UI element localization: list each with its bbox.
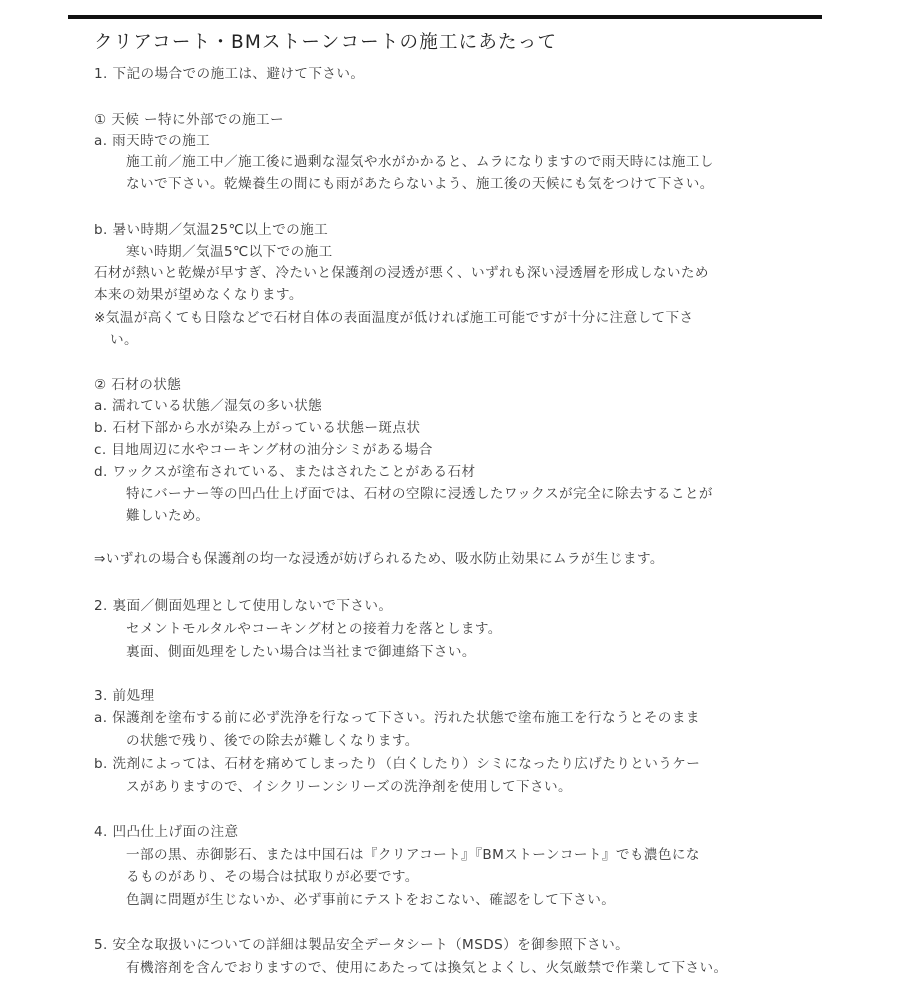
weather-note-2: い。: [110, 332, 138, 348]
weather-item-a-text-2: ないで下さい。乾燥養生の間にも雨があたらないよう、施工後の天候にも気をつけて下さい。: [126, 176, 714, 192]
section-4-text-1: 一部の黒、赤御影石、または中国石は『クリアコート』『BMストーンコート』でも濃色にな: [126, 847, 700, 863]
section-4-text-2: るものがあり、その場合は拭取りが必要です。: [126, 869, 419, 885]
stone-item-d: d. ワックスが塗布されている、またはされたことがある石材: [94, 464, 476, 480]
section-3-item-b-2: スがありますので、イシクリーンシリーズの洗浄剤を使用して下さい。: [126, 779, 572, 795]
section-5-text-1: 有機溶剤を含んでおりますので、使用にあたっては換気とよくし、火気厳禁で作業して下さい。: [126, 960, 728, 976]
weather-item-a-label: a. 雨天時での施工: [94, 133, 211, 149]
stone-item-c: c. 目地周辺に水やコーキング材の油分シミがある場合: [94, 442, 433, 458]
section-2-heading: 2. 裏面／側面処理として使用しないで下さい。: [94, 598, 393, 614]
stone-item-d-text-1: 特にバーナー等の凹凸仕上げ面では、石材の空隙に浸透したワックスが完全に除去することが: [126, 486, 713, 502]
section-4-heading: 4. 凹凸仕上げ面の注意: [94, 824, 239, 840]
section-2-text-2: 裏面、側面処理をしたい場合は当社まで御連絡下さい。: [126, 644, 476, 660]
section-2-text-1: セメントモルタルやコーキング材との接着力を落とします。: [126, 621, 502, 637]
weather-note-1: ※気温が高くても日陰などで石材自体の表面温度が低ければ施工可能ですが十分に注意して下さ: [94, 310, 694, 326]
stone-item-d-text-2: 難しいため。: [126, 508, 210, 524]
section-3-item-a-1: a. 保護剤を塗布する前に必ず洗浄を行なって下さい。汚れた状態で塗布施工を行なうとそのまま: [94, 710, 700, 726]
weather-item-b-label-2: 寒い時期／気温5℃以下での施工: [126, 244, 333, 260]
section-5-heading: 5. 安全な取扱いについての詳細は製品安全データシート（MSDS）を御参照下さい。: [94, 937, 630, 953]
weather-item-a-text-1: 施工前／施工中／施工後に過剰な湿気や水がかかると、ムラになりますので雨天時には施工し: [126, 154, 714, 170]
section-3-item-b-1: b. 洗剤によっては、石材を痛めてしまったり（白くしたり）シミになったり広げたりというケー: [94, 756, 701, 772]
section-1-heading: 1. 下記の場合での施工は、避けて下さい。: [94, 66, 365, 82]
stone-item-b: b. 石材下部から水が染み上がっている状態ー斑点状: [94, 420, 421, 436]
stone-heading: ② 石材の状態: [94, 377, 182, 393]
weather-item-b-text-1: 石材が熱いと乾燥が早すぎ、冷たいと保護剤の浸透が悪く、いずれも深い浸透層を形成しないため: [94, 265, 709, 281]
stone-item-a: a. 濡れている状態／湿気の多い状態: [94, 398, 323, 414]
section-1-conclusion: ⇒いずれの場合も保護剤の均一な浸透が妨げられるため、吸水防止効果にムラが生じます。: [94, 551, 664, 567]
page-title: クリアコート・BMストーンコートの施工にあたって: [94, 32, 558, 53]
weather-item-b-label: b. 暑い時期／気温25℃以上での施工: [94, 222, 329, 238]
section-3-heading: 3. 前処理: [94, 688, 155, 704]
section-4-text-3: 色調に問題が生じないか、必ず事前にテストをおこない、確認をして下さい。: [126, 892, 616, 908]
section-3-item-a-2: の状態で残り、後での除去が難しくなります。: [126, 733, 419, 749]
top-rule: [68, 15, 822, 19]
weather-item-b-text-2: 本来の効果が望めなくなります。: [94, 287, 303, 303]
weather-heading: ① 天候 ー特に外部での施工ー: [94, 112, 284, 128]
